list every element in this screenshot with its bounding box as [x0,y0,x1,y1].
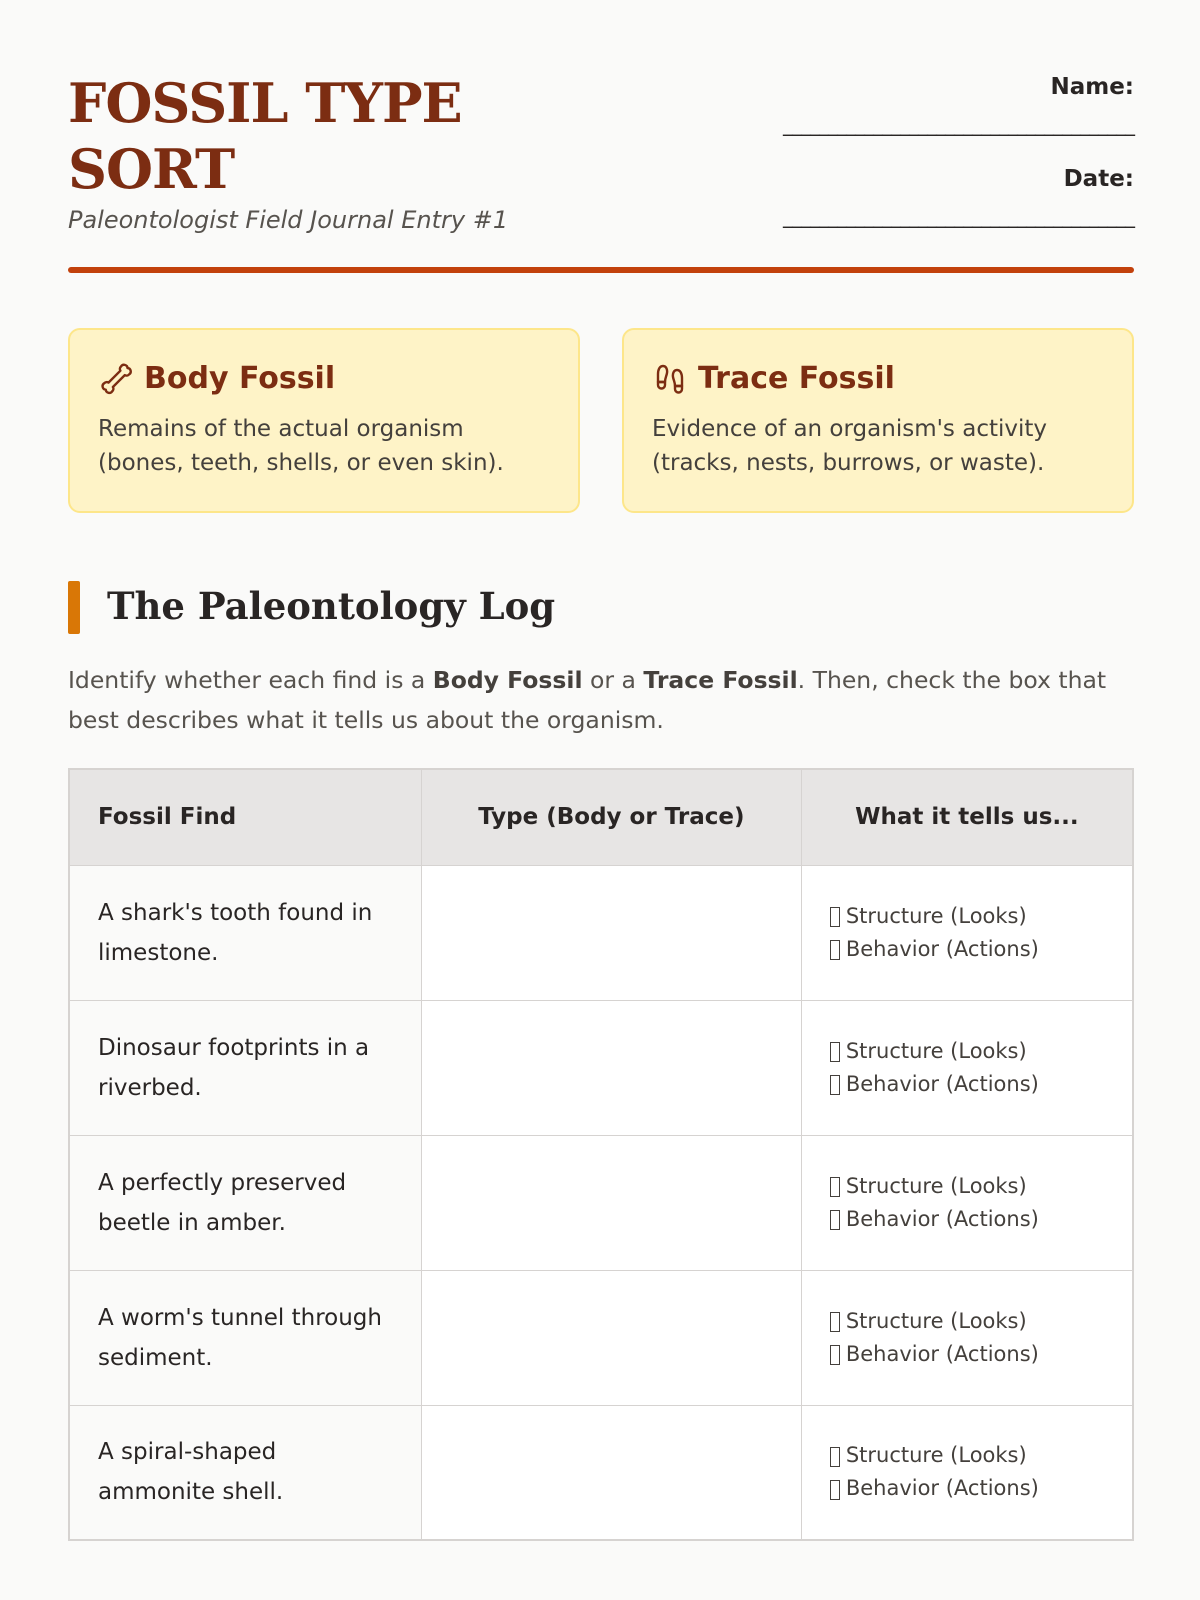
behavior-option-label: Behavior (Actions) [845,936,1039,961]
header [68,70,1134,270]
what-it-tells-cell [801,1000,1133,1135]
behavior-option[interactable] [830,1203,1132,1236]
name-label: Name: [1050,74,1134,100]
behavior-checkbox[interactable] [830,1075,840,1095]
table-row [69,1405,1133,1540]
structure-option-label: Structure (Looks) [845,1038,1027,1063]
instructions-bold-body: Body Fossil [432,666,583,694]
structure-option[interactable] [830,1035,1132,1068]
behavior-option-label: Behavior (Actions) [845,1206,1039,1231]
type-answer-cell[interactable] [421,1405,801,1540]
behavior-option-label: Behavior (Actions) [845,1341,1039,1366]
what-it-tells-cell [801,1135,1133,1270]
body-fossil-title: Body Fossil [144,360,336,396]
what-it-tells-cell [801,1270,1133,1405]
table-row [69,1135,1133,1270]
behavior-checkbox[interactable] [830,1345,840,1365]
body-fossil-description: Remains of the actual organism (bones, teeth, shells, or even skin). [98,416,504,476]
column-header-what-it-tells: What it tells us... [801,769,1133,865]
type-answer-cell[interactable] [421,1270,801,1405]
table-header-row [69,769,1133,865]
name-field[interactable] [783,74,1134,136]
what-it-tells-cell [801,1405,1133,1540]
instructions [68,660,1134,740]
section-title: The Paleontology Log [107,584,556,628]
behavior-checkbox[interactable] [830,940,840,960]
behavior-option-label: Behavior (Actions) [845,1476,1039,1501]
bone-icon [98,360,134,396]
structure-checkbox[interactable] [830,907,840,927]
instructions-text-2: or a [582,666,644,694]
fossil-find-cell: A worm's tunnel through sediment. [69,1270,421,1405]
structure-option-label: Structure (Looks) [845,1173,1027,1198]
structure-checkbox[interactable] [830,1177,840,1197]
what-it-tells-cell [801,865,1133,1000]
structure-option-label: Structure (Looks) [845,1443,1027,1468]
behavior-option[interactable] [830,1068,1132,1101]
instructions-bold-trace: Trace Fossil [643,666,798,694]
structure-option-label: Structure (Looks) [845,1308,1027,1333]
page-title: FOSSIL TYPE SORT [68,71,462,201]
behavior-option[interactable] [830,933,1132,966]
fossil-find-cell: A perfectly preserved beetle in amber. [69,1135,421,1270]
type-answer-cell[interactable] [421,865,801,1000]
fossil-find-cell: Dinosaur footprints in a riverbed. [69,1000,421,1135]
structure-checkbox[interactable] [830,1312,840,1332]
trace-fossil-title: Trace Fossil [698,360,895,396]
structure-checkbox[interactable] [830,1042,840,1062]
column-header-fossil-find: Fossil Find [69,769,421,865]
behavior-option[interactable] [830,1338,1132,1371]
behavior-checkbox[interactable] [830,1480,840,1500]
trace-fossil-description: Evidence of an organism's activity (tracks, nests, burrows, or waste). [652,416,1047,476]
instructions-text-1: Identify whether each find is a [68,666,433,694]
structure-option[interactable] [830,1170,1132,1203]
table-row [69,1000,1133,1135]
column-header-type: Type (Body or Trace) [421,769,801,865]
behavior-checkbox[interactable] [830,1210,840,1230]
structure-option[interactable] [830,900,1132,933]
instructions-text-3: . Then, check the box that best describes what it tells us about the organism. [68,666,1107,734]
fossil-find-cell: A spiral-shaped ammonite shell. [69,1405,421,1540]
date-label: Date: [1063,166,1134,192]
worksheet-page [68,0,1134,1600]
footprints-icon [652,360,688,396]
page-subtitle: Paleontologist Field Journal Entry #1 [68,206,509,234]
structure-option[interactable] [830,1439,1132,1472]
table-row [69,865,1133,1000]
structure-checkbox[interactable] [830,1447,840,1467]
type-answer-cell[interactable] [421,1135,801,1270]
date-blank-line[interactable]: _______________________________________ [783,204,1134,228]
name-blank-line[interactable]: _______________________________________ [783,112,1134,136]
paleontology-log-table [68,768,1134,1541]
body-fossil-card [68,328,580,513]
trace-fossil-card [622,328,1134,513]
section-accent-bar [68,581,80,634]
behavior-option-label: Behavior (Actions) [845,1071,1039,1096]
header-divider [68,267,1134,273]
behavior-option[interactable] [830,1472,1132,1505]
date-field[interactable] [783,166,1134,228]
type-answer-cell[interactable] [421,1000,801,1135]
table-row [69,1270,1133,1405]
structure-option-label: Structure (Looks) [845,903,1027,928]
fossil-find-cell: A shark's tooth found in limestone. [69,865,421,1000]
structure-option[interactable] [830,1305,1132,1338]
